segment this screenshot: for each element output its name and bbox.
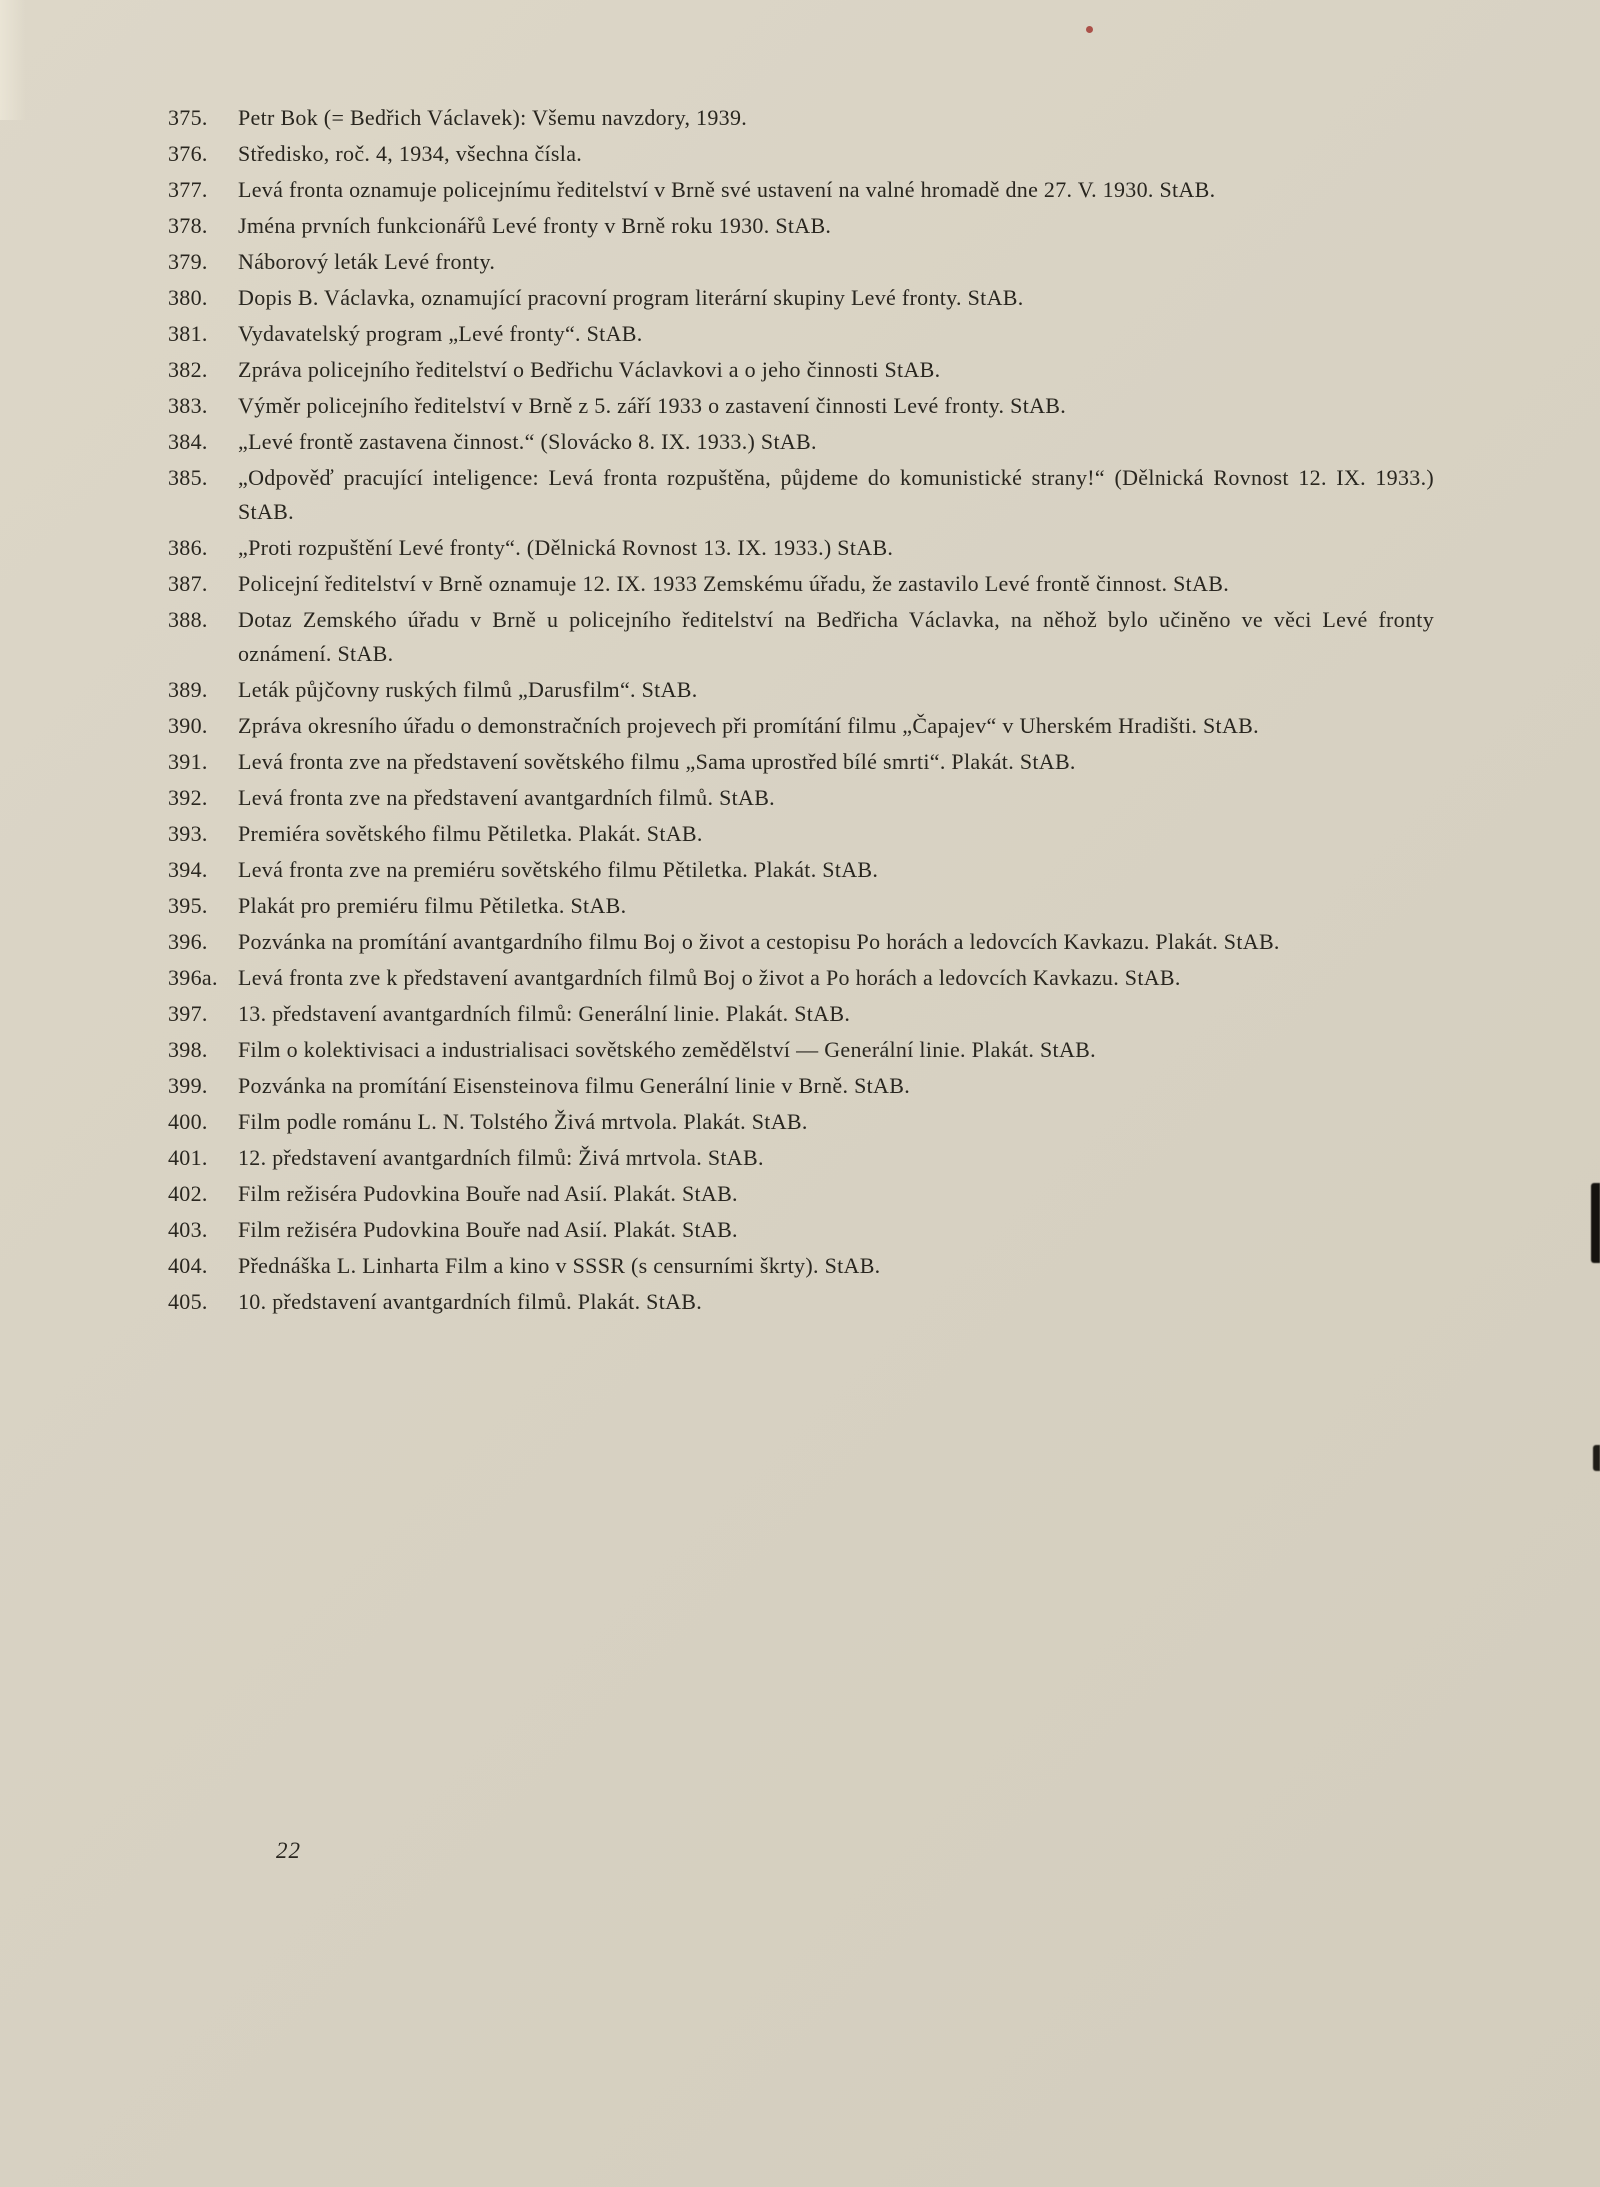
entry-number: 383. — [168, 393, 208, 418]
entry-text: Zpráva okresního úřadu o demonstračních projevech při promítání filmu „Čapajev“ v Uherském Hradišti. StAB. — [238, 713, 1259, 738]
entry-number: 394. — [168, 857, 208, 882]
entry-number: 403. — [168, 1217, 208, 1242]
bibliography-entry — [168, 1069, 1434, 1103]
bibliography-entry — [168, 745, 1434, 779]
entry-text: Jména prvních funkcionářů Levé fronty v Brně roku 1930. StAB. — [238, 213, 832, 238]
entry-number: 388. — [168, 607, 208, 632]
bibliography-entry — [168, 1105, 1434, 1139]
entry-number: 389. — [168, 677, 208, 702]
entry-text: Přednáška L. Linharta Film a kino v SSSR (s censurními škrty). StAB. — [238, 1253, 881, 1278]
entry-text: Středisko, roč. 4, 1934, všechna čísla. — [238, 141, 583, 166]
entry-number: 381. — [168, 321, 208, 346]
entry-text: Film o kolektivisaci a industrialisaci sovětského zemědělství — Generální linie. Plakát. StAB. — [238, 1037, 1096, 1062]
entry-number: 396. — [168, 929, 208, 954]
bibliography-entry — [168, 961, 1434, 995]
entry-text: „Levé frontě zastavena činnost.“ (Slovácko 8. IX. 1933.) StAB. — [238, 429, 817, 454]
entry-number: 395. — [168, 893, 208, 918]
entry-number: 401. — [168, 1145, 208, 1170]
bibliography-entry — [168, 1213, 1434, 1247]
entry-text: Levá fronta zve na představení avantgardních filmů. StAB. — [238, 785, 775, 810]
scan-artifact-red-dot — [1086, 26, 1093, 33]
entry-number: 376. — [168, 141, 208, 166]
bibliography-entry — [168, 997, 1434, 1031]
bibliography-entry — [168, 281, 1434, 315]
entry-number: 391. — [168, 749, 208, 774]
bibliography-entry — [168, 1285, 1434, 1319]
entry-text: Pozvánka na promítání Eisensteinova filmu Generální linie v Brně. StAB. — [238, 1073, 910, 1098]
entry-number: 385. — [168, 465, 208, 490]
entry-number: 398. — [168, 1037, 208, 1062]
entry-text: Zpráva policejního ředitelství o Bedřichu Václavkovi a o jeho činnosti StAB. — [238, 357, 941, 382]
entry-number: 405. — [168, 1289, 208, 1314]
bibliography-entry — [168, 1141, 1434, 1175]
entry-number: 386. — [168, 535, 208, 560]
entry-number: 393. — [168, 821, 208, 846]
entry-text: Vydavatelský program „Levé fronty“. StAB. — [238, 321, 643, 346]
bibliography-entry — [168, 209, 1434, 243]
bibliography-entry — [168, 673, 1434, 707]
entry-number: 380. — [168, 285, 208, 310]
entry-text: Petr Bok (= Bedřich Václavek): Všemu navzdory, 1939. — [238, 105, 748, 130]
scan-artifact-edge-mark — [1593, 1445, 1600, 1471]
bibliography-entry — [168, 567, 1434, 601]
bibliography-entry — [168, 853, 1434, 887]
entry-number: 377. — [168, 177, 208, 202]
entry-text: Policejní ředitelství v Brně oznamuje 12. IX. 1933 Zemskému úřadu, že zastavilo Levé frontě činnost. StAB. — [238, 571, 1230, 596]
entry-number: 404. — [168, 1253, 208, 1278]
entry-text: Výměr policejního ředitelství v Brně z 5. září 1933 o zastavení činnosti Levé fronty. StAB. — [238, 393, 1067, 418]
entry-text: Dotaz Zemského úřadu v Brně u policejního ředitelství na Bedřicha Václavka, na něhož bylo učiněno ve věci Levé fronty oznámení. StAB. — [238, 607, 1434, 666]
entry-number: 400. — [168, 1109, 208, 1134]
entry-text: Levá fronta zve k představení avantgardních filmů Boj o život a Po horách a ledovcích Kavkazu. StAB. — [238, 965, 1181, 990]
page-number: 22 — [276, 1838, 301, 1863]
entry-number: 375. — [168, 105, 208, 130]
bibliography-entry — [168, 925, 1434, 959]
bibliography-entry-list — [168, 101, 1434, 1321]
scan-artifact-edge-mark — [1591, 1183, 1600, 1263]
entry-text: Leták půjčovny ruských filmů „Darusfilm“. StAB. — [238, 677, 698, 702]
bibliography-entry — [168, 317, 1434, 351]
bibliography-entry — [168, 425, 1434, 459]
entry-text: Levá fronta oznamuje policejnímu ředitelství v Brně své ustavení na valné hromadě dne 27. V. 1930. StAB. — [238, 177, 1216, 202]
entry-number: 390. — [168, 713, 208, 738]
entry-text: Levá fronta zve na představení sovětského filmu „Sama uprostřed bílé smrti“. Plakát. StAB. — [238, 749, 1076, 774]
bibliography-entry — [168, 709, 1434, 743]
bibliography-entry — [168, 389, 1434, 423]
entry-text: Premiéra sovětského filmu Pětiletka. Plakát. StAB. — [238, 821, 703, 846]
entry-text: Náborový leták Levé fronty. — [238, 249, 496, 274]
scan-edge-highlight — [0, 0, 26, 120]
bibliography-entry — [168, 245, 1434, 279]
entry-text: Film režiséra Pudovkina Bouře nad Asií. Plakát. StAB. — [238, 1217, 738, 1242]
bibliography-entry — [168, 137, 1434, 171]
entry-text: „Odpověď pracující inteligence: Levá fronta rozpuštěna, půjdeme do komunistické strany!“ (Dělnická Rovnost 12. IX. 1933.) StAB. — [238, 465, 1434, 524]
entry-number: 384. — [168, 429, 208, 454]
entry-text: Levá fronta zve na premiéru sovětského filmu Pětiletka. Plakát. StAB. — [238, 857, 879, 882]
entry-number: 402. — [168, 1181, 208, 1206]
entry-text: Dopis B. Václavka, oznamující pracovní program literární skupiny Levé fronty. StAB. — [238, 285, 1024, 310]
bibliography-entry — [168, 603, 1434, 671]
entry-text: 10. představení avantgardních filmů. Plakát. StAB. — [238, 1289, 703, 1314]
bibliography-entry — [168, 101, 1434, 135]
bibliography-entry — [168, 173, 1434, 207]
bibliography-entry — [168, 353, 1434, 387]
bibliography-entry — [168, 1249, 1434, 1283]
entry-text: „Proti rozpuštění Levé fronty“. (Dělnická Rovnost 13. IX. 1933.) StAB. — [238, 535, 894, 560]
entry-text: Plakát pro premiéru filmu Pětiletka. StAB. — [238, 893, 627, 918]
bibliography-entry — [168, 1033, 1434, 1067]
entry-number: 382. — [168, 357, 208, 382]
entry-number: 379. — [168, 249, 208, 274]
entry-text: Film podle románu L. N. Tolstého Živá mrtvola. Plakát. StAB. — [238, 1109, 808, 1134]
entry-number: 399. — [168, 1073, 208, 1098]
entry-number: 397. — [168, 1001, 208, 1026]
entry-text: Pozvánka na promítání avantgardního filmu Boj o život a cestopisu Po horách a ledovcích Kavkazu. Plakát. StAB. — [238, 929, 1280, 954]
entry-text: 13. představení avantgardních filmů: Generální linie. Plakát. StAB. — [238, 1001, 851, 1026]
entry-number: 378. — [168, 213, 208, 238]
bibliography-entry — [168, 531, 1434, 565]
entry-number: 396a. — [168, 965, 218, 990]
entry-number: 387. — [168, 571, 208, 596]
bibliography-entry — [168, 817, 1434, 851]
entry-number: 392. — [168, 785, 208, 810]
bibliography-entry — [168, 461, 1434, 529]
bibliography-entry — [168, 1177, 1434, 1211]
bibliography-entry — [168, 781, 1434, 815]
bibliography-entry — [168, 889, 1434, 923]
entry-text: 12. představení avantgardních filmů: Živá mrtvola. StAB. — [238, 1145, 764, 1170]
entry-text: Film režiséra Pudovkina Bouře nad Asií. Plakát. StAB. — [238, 1181, 738, 1206]
